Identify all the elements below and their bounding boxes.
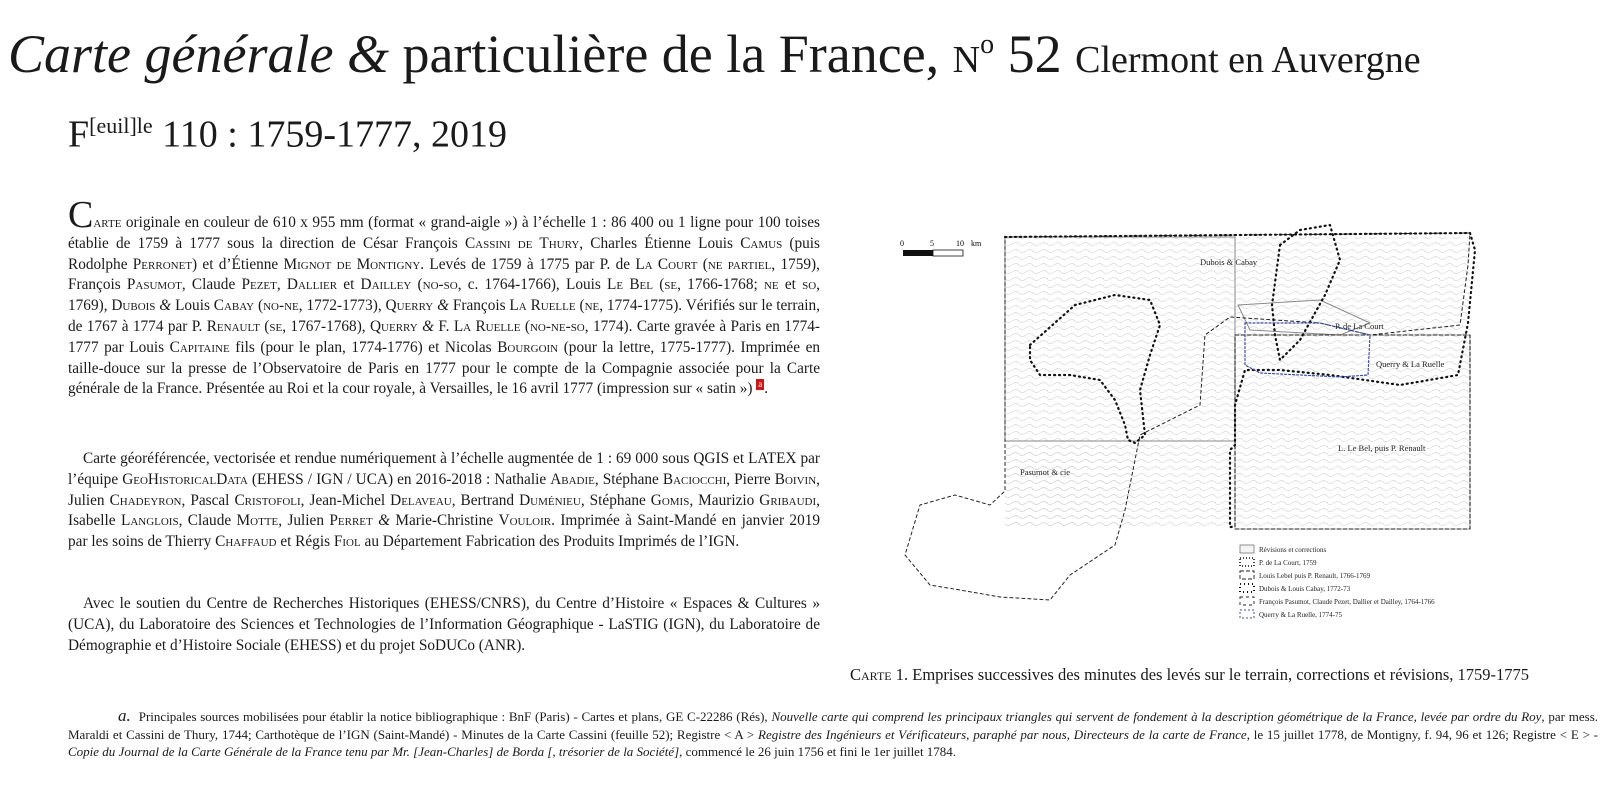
- subtitle-rest: 110 : 1759-1777, 2019: [162, 113, 507, 156]
- text-run: , Isabelle: [68, 491, 820, 530]
- text-run: arte: [93, 214, 122, 231]
- person-name: Motte: [236, 512, 279, 530]
- scale-label: 5: [930, 239, 934, 248]
- subtitle-sup: [euil]le: [89, 113, 153, 138]
- legend-item: Dubois & Louis Cabay, 1772-73: [1259, 585, 1351, 593]
- person-name: Vouloir: [498, 512, 552, 530]
- work-title: Registre des Ingénieurs et Vérificateurs, paraphé par nous, Directeurs de la carte de France: [758, 726, 1247, 742]
- title-number-sup: o: [980, 29, 995, 60]
- survey-extents-map: [900, 205, 1520, 645]
- legend-swatch-querry: [1240, 610, 1254, 618]
- title-number-label: n: [952, 24, 981, 84]
- legend-item: P. de La Court, 1759: [1259, 559, 1317, 567]
- text-run: Louis: [175, 297, 210, 315]
- title-part2: particulière de la France,: [402, 24, 940, 84]
- person-name: Duménieu: [519, 491, 581, 509]
- person-name: Renault: [206, 317, 260, 335]
- text-run: , Claude: [178, 512, 232, 530]
- text-run: (pour la lettre, 1775-1777). Imprimée en taille-douce sur la presse de l’Observatoire de Paris en 1777 pour le compte de la Compagnie associée pour la Carte générale de la France. Présentée au Roi et la cour royale, à Versailles, le 16 avril 1777 (impression sur « satin »): [68, 338, 821, 398]
- caption-text: Emprises successives des minutes des levés sur le terrain, corrections et révisions, 1759-1775: [912, 665, 1530, 684]
- person-name: Baciocchi: [662, 470, 727, 488]
- legend-item: Louis Lebel puis P. Renault, 1766-1769: [1259, 572, 1371, 580]
- credits-paragraph: [68, 449, 820, 553]
- direction-abbrev: se: [664, 276, 678, 294]
- caption-label: Carte 1.: [850, 665, 909, 684]
- person-name: Chadeyron: [109, 491, 182, 509]
- direction-abbrev: se: [269, 317, 283, 335]
- text-run: François: [452, 297, 506, 315]
- direction-abbrev: no-ne: [263, 297, 299, 315]
- zone-label-querry: Querry & La Ruelle: [1376, 359, 1445, 369]
- direction-abbrev: ne: [763, 276, 779, 294]
- text-run: , 1767-1768),: [282, 317, 366, 335]
- person-name: Capitaine: [169, 338, 230, 356]
- person-name: Perret: [329, 512, 373, 530]
- text-run: fils (pour le plan, 1774-1776) et Nicolas: [235, 338, 492, 356]
- text-run: , Charles Étienne Louis: [579, 234, 733, 252]
- text-run: ) et d’Étienne: [192, 255, 279, 273]
- text-run: au Département Fabrication des Produits Imprimés de l’IGN.: [364, 533, 740, 551]
- text-run: , Bertrand: [451, 491, 515, 509]
- sheet-number: 52: [1007, 24, 1062, 84]
- text-run: et Régis: [280, 533, 331, 551]
- text-run: (: [702, 255, 708, 273]
- sheet-subtitle: [68, 98, 507, 163]
- person-name: Cassini de Thury: [464, 234, 580, 252]
- map-caption: [850, 664, 1550, 686]
- person-name: Mignot de Montigny: [283, 255, 421, 273]
- text-run: , Julien: [68, 470, 820, 509]
- scale-bar: [900, 239, 982, 256]
- direction-abbrev: so: [802, 276, 817, 294]
- text-run: , 1772-1773),: [298, 297, 382, 315]
- sheet-place: Clermont en Auvergne: [1075, 39, 1421, 81]
- person-name: Camus: [740, 234, 783, 252]
- text-run: , Julien: [278, 512, 324, 530]
- text-run: , c. 1764-1766), Louis: [457, 276, 601, 294]
- direction-abbrev: no-so: [422, 276, 458, 294]
- person-name: Cristofoli: [234, 491, 301, 509]
- legend-swatch-pasumot: [1240, 597, 1254, 605]
- text-run: et: [343, 276, 355, 294]
- text-run: , Maurizio: [689, 491, 755, 509]
- person-name: La Ruelle: [509, 297, 576, 315]
- page-title: [8, 6, 1608, 99]
- scale-label: 10: [956, 239, 964, 248]
- direction-abbrev: no-ne-so: [529, 317, 585, 335]
- text-run: Marie-Christine: [395, 512, 494, 530]
- text-run: . Levés de 1759 à 1775 par P. de: [420, 255, 631, 273]
- person-name: Dailley: [360, 276, 412, 294]
- zone-label-dubois: Dubois & Cabay: [1200, 257, 1258, 267]
- text-run: (: [524, 317, 530, 335]
- legend-swatch-revisions: [1240, 545, 1254, 553]
- person-name: Delaveau: [390, 491, 452, 509]
- person-name: Querry: [385, 297, 434, 315]
- map-background: [1005, 237, 1470, 527]
- text-run: , Stéphane: [594, 470, 659, 488]
- text-run: (: [417, 276, 423, 294]
- text-run: , commencé le 26 juin 1756 et fini le 1er juillet 1784.: [679, 744, 957, 759]
- text-run: , 1766-1768;: [677, 276, 758, 294]
- text-run: originale en couleur de 610 x 955 mm (format « grand-aigle ») à l’échelle 1 : 86 400 ou 1 ligne pour 100 toises établie de 1759 à 1777 sous la direction de César François: [68, 214, 821, 252]
- text-run: .: [764, 380, 769, 398]
- person-name: Boivin: [774, 470, 817, 488]
- text-run: Carte géoréférencée, vectorisée et rendue numériquement à l’échelle augmentée de 1 : 69 000 sous QGIS et LATEX par l’équipe: [68, 450, 820, 488]
- person-name: Pasumot: [126, 276, 182, 294]
- person-name: Bourgoin: [497, 338, 559, 356]
- text-run: (: [659, 276, 665, 294]
- person-name: Abadie: [550, 470, 595, 488]
- person-name: Pezet: [241, 276, 277, 294]
- person-name: Le Bel: [607, 276, 653, 294]
- zone-label-lebel: L. Le Bel, puis P. Renault: [1338, 443, 1426, 453]
- direction-abbrev: ne: [584, 297, 600, 315]
- zone-label-lacourt: P. de La Court: [1335, 321, 1384, 331]
- title-part1: Carte générale: [8, 24, 334, 84]
- person-name: Perronet: [132, 255, 193, 273]
- text-run: ,: [276, 276, 281, 294]
- text-run: , Jean-Michel: [300, 491, 386, 509]
- direction-abbrev: ne partiel: [707, 255, 772, 273]
- footnote-letter: a.: [118, 706, 131, 725]
- text-run: , 1759), François: [68, 255, 820, 294]
- legend-swatch-lacourt: [1240, 558, 1254, 566]
- text-run: . Imprimée à Saint-Mandé en janvier 2019 par les soins de Thierry: [68, 512, 821, 551]
- person-name: Dubois: [111, 297, 156, 315]
- text-run: , Stéphane: [580, 491, 646, 509]
- support-paragraph: Avec le soutien du Centre de Recherches Historiques (EHESS/CNRS), du Centre d’Histoire « Espaces & Cultures » (UCA), du Laboratoire des Sciences et Technologies de l’Information Géographique - LaSTIG (IGN), du Laboratoire de Démographie et d’Histoire Sociale (EHESS) et du projet SoDUCo (ANR).: [68, 595, 820, 654]
- description-paragraph: [68, 194, 821, 400]
- person-name: Chaffaud: [215, 533, 277, 551]
- ampersand: &: [422, 317, 434, 335]
- person-name: Querry: [369, 317, 418, 335]
- drop-cap: C: [68, 194, 94, 236]
- text-run: (: [258, 297, 264, 315]
- person-name: Gribaudi: [759, 491, 817, 509]
- text-run: et: [784, 276, 796, 294]
- legend-item: Révisions et corrections: [1259, 546, 1327, 554]
- person-name: Langlois: [120, 512, 179, 530]
- scale-label: 0: [900, 239, 904, 248]
- team-name: GeoHistoricalData: [122, 470, 248, 488]
- title-ampersand: &: [346, 24, 389, 84]
- legend-swatch-lebel: [1240, 571, 1254, 579]
- person-name: Dallier: [286, 276, 338, 294]
- ampersand: &: [378, 512, 391, 530]
- text-run: F.: [438, 317, 450, 335]
- text-run: (: [264, 317, 270, 335]
- work-title: Copie du Journal de la Carte Générale de la France tenu par Mr. [Jean-Charles] de Borda [, trésorier de la Société]: [68, 744, 680, 759]
- text-run: Principales sources mobilisées pour établir la notice bibliographique : BnF (Paris) - Cartes et plans, GE C-22286 (Rés),: [138, 709, 768, 724]
- text-run: , 1774). Carte gravée à Paris en 1774-1777 par Louis: [68, 317, 820, 356]
- legend-item: Querry & La Ruelle, 1774-75: [1259, 611, 1343, 619]
- text-run: (puis Rodolphe: [68, 234, 821, 273]
- legend-item: François Pasumot, Claude Pezet, Dallier et Dailley, 1764-1766: [1259, 598, 1435, 606]
- person-name: Cabay: [213, 297, 255, 315]
- subtitle-f: F: [68, 113, 90, 156]
- person-name: Gomis: [650, 491, 690, 509]
- text-run: , par mess. Maraldi et Cassini de Thury, 1744; Carthotèque de l’IGN (Saint-Mandé) - Minutes de la Carte Cassini (feuille 52); Registre < A >: [68, 709, 1598, 742]
- person-name: La Ruelle: [453, 317, 521, 335]
- text-run: , le 15 juillet 1778, de Montigny, f. 94, 96 et 126; Registre < E > -: [1246, 726, 1599, 742]
- ampersand: &: [159, 297, 172, 315]
- text-run: , Pierre: [726, 470, 771, 488]
- map-legend: [1240, 545, 1435, 619]
- text-run: (: [579, 297, 585, 315]
- ampersand: &: [437, 297, 450, 315]
- text-run: (EHESS / IGN / UCA) en 2016-2018 : Nathalie: [251, 470, 547, 488]
- footnote-link[interactable]: a: [758, 379, 763, 390]
- text-run: , 1769),: [68, 276, 820, 315]
- text-run: , 1774-1775). Vérifiés sur le terrain, de 1767 à 1774 par P.: [68, 297, 820, 335]
- zone-label-pasumot: Pasumot & cie: [1020, 467, 1071, 477]
- footnote: [68, 707, 1598, 761]
- legend-swatch-dubois: [1240, 584, 1254, 592]
- person-name: Fiol: [333, 533, 361, 551]
- text-run: , Claude: [181, 276, 236, 294]
- person-name: La Court: [635, 255, 698, 273]
- text-run: , Pascal: [181, 491, 230, 509]
- scale-label: km: [971, 239, 982, 248]
- work-title: Nouvelle carte qui comprend les principaux triangles qui servent de fondement à la description géométrique de la France, levée par ordre du Roy: [771, 709, 1542, 724]
